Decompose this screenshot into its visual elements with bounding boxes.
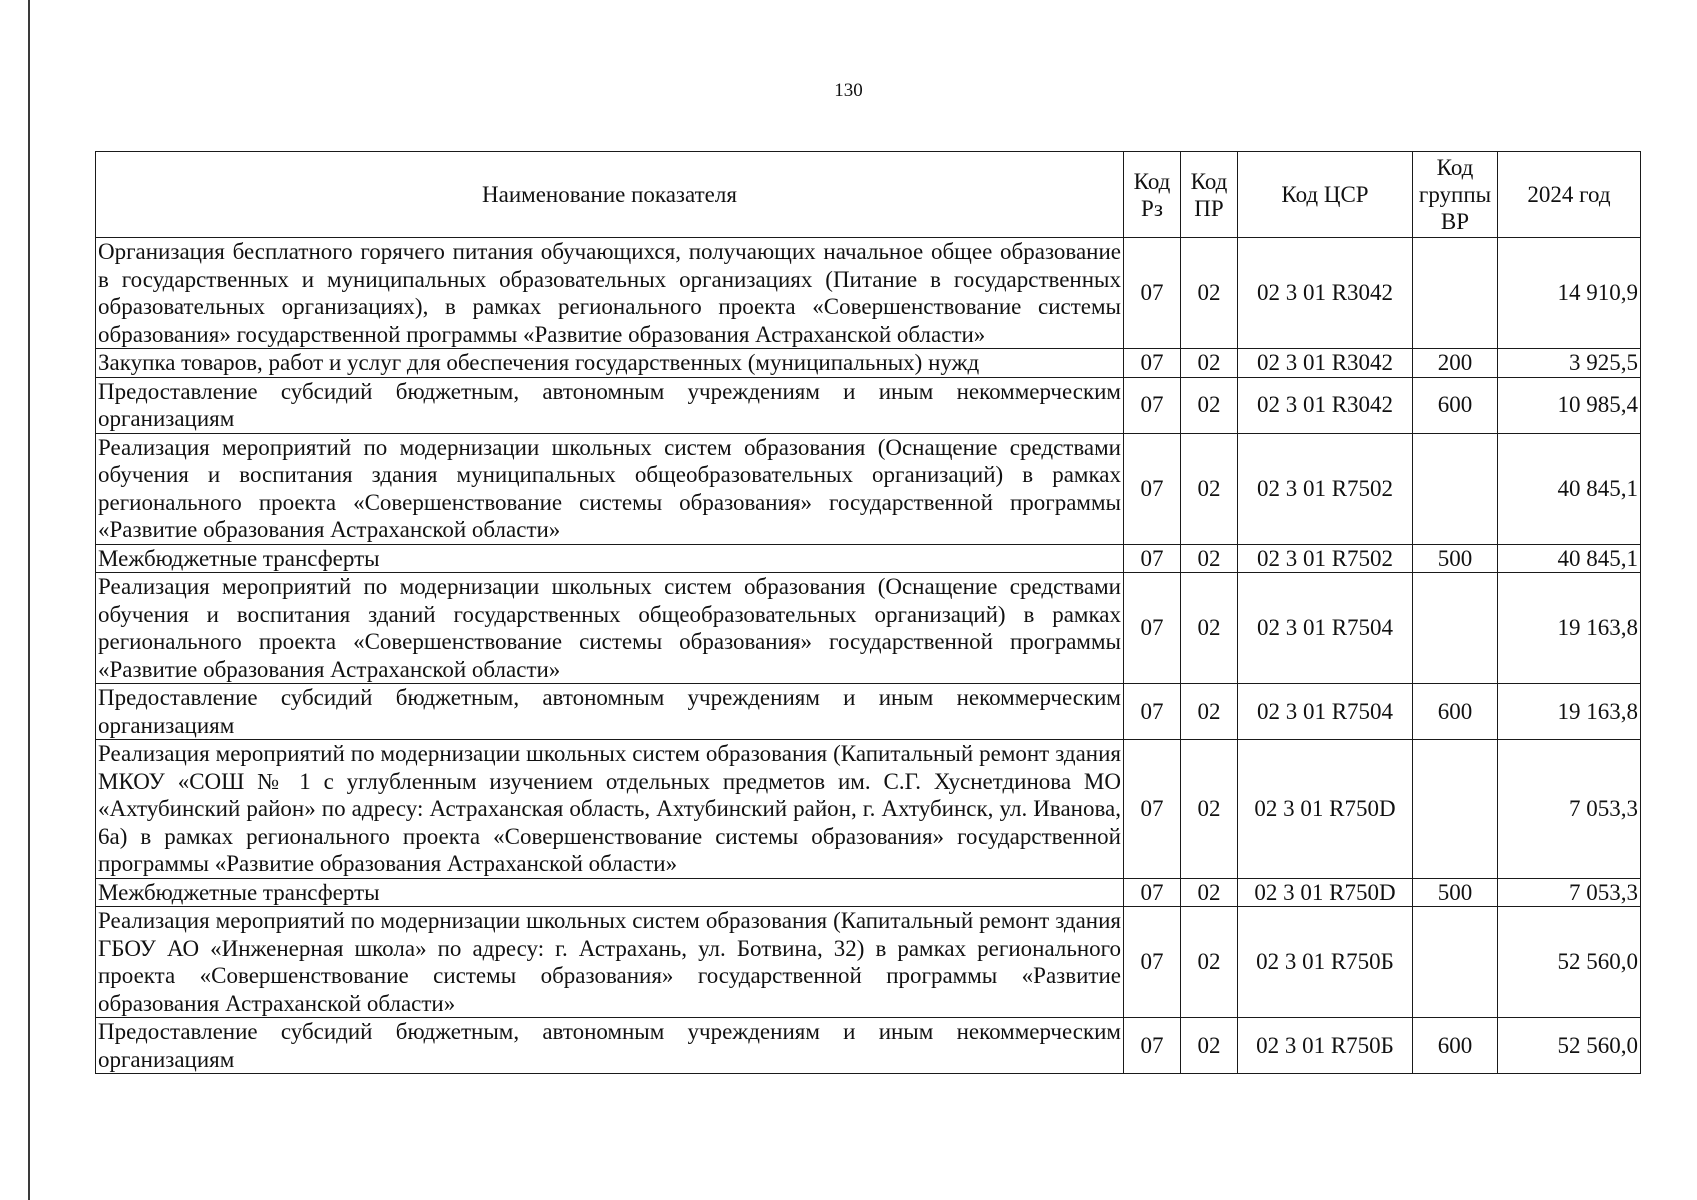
row-amount: 10 985,4	[1498, 377, 1641, 433]
table-row	[96, 907, 1641, 1018]
header-year: 2024 год	[1498, 152, 1641, 238]
row-name: Организация бесплатного горячего питания обучающихся, получающих начальное общее образование в государственных и муниципальных образовательных организациях (Питание в государственных образовательных организациях), в рамках регионального проекта «Совершенствование системы образования» государственной программы «Развитие образования Астраханской области»	[96, 238, 1124, 349]
row-pr: 02	[1181, 1018, 1238, 1074]
table-row	[96, 684, 1641, 740]
row-rz: 07	[1124, 878, 1181, 907]
row-rz: 07	[1124, 433, 1181, 544]
row-pr: 02	[1181, 349, 1238, 378]
row-vr	[1413, 907, 1498, 1018]
row-rz: 07	[1124, 377, 1181, 433]
page-number: 130	[834, 80, 863, 101]
table-row	[96, 238, 1641, 349]
row-amount: 3 925,5	[1498, 349, 1641, 378]
row-csr: 02 3 01 R750Б	[1238, 1018, 1413, 1074]
row-vr: 200	[1413, 349, 1498, 378]
row-rz: 07	[1124, 238, 1181, 349]
table-row	[96, 573, 1641, 684]
row-amount: 52 560,0	[1498, 907, 1641, 1018]
row-csr: 02 3 01 R750D	[1238, 740, 1413, 879]
table-row	[96, 377, 1641, 433]
row-vr	[1413, 740, 1498, 879]
row-pr: 02	[1181, 544, 1238, 573]
row-name: Предоставление субсидий бюджетным, автономным учреждениям и иным некоммерческим организациям	[96, 684, 1124, 740]
header-vr: Код группы ВР	[1413, 152, 1498, 238]
header-pr: Код ПР	[1181, 152, 1238, 238]
row-name: Межбюджетные трансферты	[96, 878, 1124, 907]
row-amount: 52 560,0	[1498, 1018, 1641, 1074]
row-pr: 02	[1181, 878, 1238, 907]
row-csr: 02 3 01 R7504	[1238, 684, 1413, 740]
row-amount: 7 053,3	[1498, 878, 1641, 907]
row-vr	[1413, 573, 1498, 684]
scan-edge-line	[28, 0, 30, 1200]
row-amount: 19 163,8	[1498, 573, 1641, 684]
row-pr: 02	[1181, 573, 1238, 684]
row-name: Реализация мероприятий по модернизации школьных систем образования (Капитальный ремонт здания МКОУ «СОШ № 1 с углубленным изучением отдельных предметов им. С.Г. Хуснетдинова МО «Ахтубинский район» по адресу: Астраханская область, Ахтубинский район, г. Ахтубинск, ул. Иванова, 6а) в рамках регионального проекта «Совершенствование системы образования» государственной программы «Развитие образования Астраханской области»	[96, 740, 1124, 879]
row-csr: 02 3 01 R7502	[1238, 433, 1413, 544]
row-name: Предоставление субсидий бюджетным, автономным учреждениям и иным некоммерческим организациям	[96, 1018, 1124, 1074]
row-vr	[1413, 238, 1498, 349]
row-csr: 02 3 01 R3042	[1238, 377, 1413, 433]
row-name: Реализация мероприятий по модернизации школьных систем образования (Оснащение средствами обучения и воспитания здания муниципальных общеобразовательных организаций) в рамках регионального проекта «Совершенствование системы образования» государственной программы «Развитие образования Астраханской области»	[96, 433, 1124, 544]
row-name: Предоставление субсидий бюджетным, автономным учреждениям и иным некоммерческим организациям	[96, 377, 1124, 433]
row-csr: 02 3 01 R3042	[1238, 238, 1413, 349]
row-rz: 07	[1124, 907, 1181, 1018]
row-name: Реализация мероприятий по модернизации школьных систем образования (Оснащение средствами обучения и воспитания зданий государственных общеобразовательных организаций) в рамках регионального проекта «Совершенствование системы образования» государственной программы «Развитие образования Астраханской области»	[96, 573, 1124, 684]
table-header-row	[96, 152, 1641, 238]
row-rz: 07	[1124, 1018, 1181, 1074]
row-pr: 02	[1181, 907, 1238, 1018]
row-amount: 19 163,8	[1498, 684, 1641, 740]
header-name: Наименование показателя	[96, 152, 1124, 238]
row-rz: 07	[1124, 740, 1181, 879]
row-name: Межбюджетные трансферты	[96, 544, 1124, 573]
row-amount: 40 845,1	[1498, 544, 1641, 573]
table-row	[96, 878, 1641, 907]
table-row	[96, 544, 1641, 573]
row-vr: 600	[1413, 684, 1498, 740]
row-amount: 14 910,9	[1498, 238, 1641, 349]
row-amount: 7 053,3	[1498, 740, 1641, 879]
row-vr: 500	[1413, 544, 1498, 573]
table-row	[96, 349, 1641, 378]
row-pr: 02	[1181, 684, 1238, 740]
table-row	[96, 1018, 1641, 1074]
row-rz: 07	[1124, 544, 1181, 573]
row-vr: 600	[1413, 1018, 1498, 1074]
row-pr: 02	[1181, 740, 1238, 879]
row-csr: 02 3 01 R750D	[1238, 878, 1413, 907]
table-row	[96, 433, 1641, 544]
row-vr: 500	[1413, 878, 1498, 907]
table-row	[96, 740, 1641, 879]
row-pr: 02	[1181, 238, 1238, 349]
row-rz: 07	[1124, 349, 1181, 378]
row-name: Закупка товаров, работ и услуг для обеспечения государственных (муниципальных) нужд	[96, 349, 1124, 378]
budget-table	[95, 151, 1641, 1074]
row-pr: 02	[1181, 433, 1238, 544]
row-rz: 07	[1124, 573, 1181, 684]
row-rz: 07	[1124, 684, 1181, 740]
row-csr: 02 3 01 R3042	[1238, 349, 1413, 378]
row-amount: 40 845,1	[1498, 433, 1641, 544]
row-csr: 02 3 01 R7502	[1238, 544, 1413, 573]
row-pr: 02	[1181, 377, 1238, 433]
row-csr: 02 3 01 R750Б	[1238, 907, 1413, 1018]
row-vr	[1413, 433, 1498, 544]
row-csr: 02 3 01 R7504	[1238, 573, 1413, 684]
table-body	[96, 238, 1641, 1074]
row-vr: 600	[1413, 377, 1498, 433]
row-name: Реализация мероприятий по модернизации школьных систем образования (Капитальный ремонт здания ГБОУ АО «Инженерная школа» по адресу: г. Астрахань, ул. Ботвина, 32) в рамках регионального проекта «Совершенствование системы образования» государственной программы «Развитие образования Астраханской области»	[96, 907, 1124, 1018]
header-csr: Код ЦСР	[1238, 152, 1413, 238]
header-rz: Код Рз	[1124, 152, 1181, 238]
